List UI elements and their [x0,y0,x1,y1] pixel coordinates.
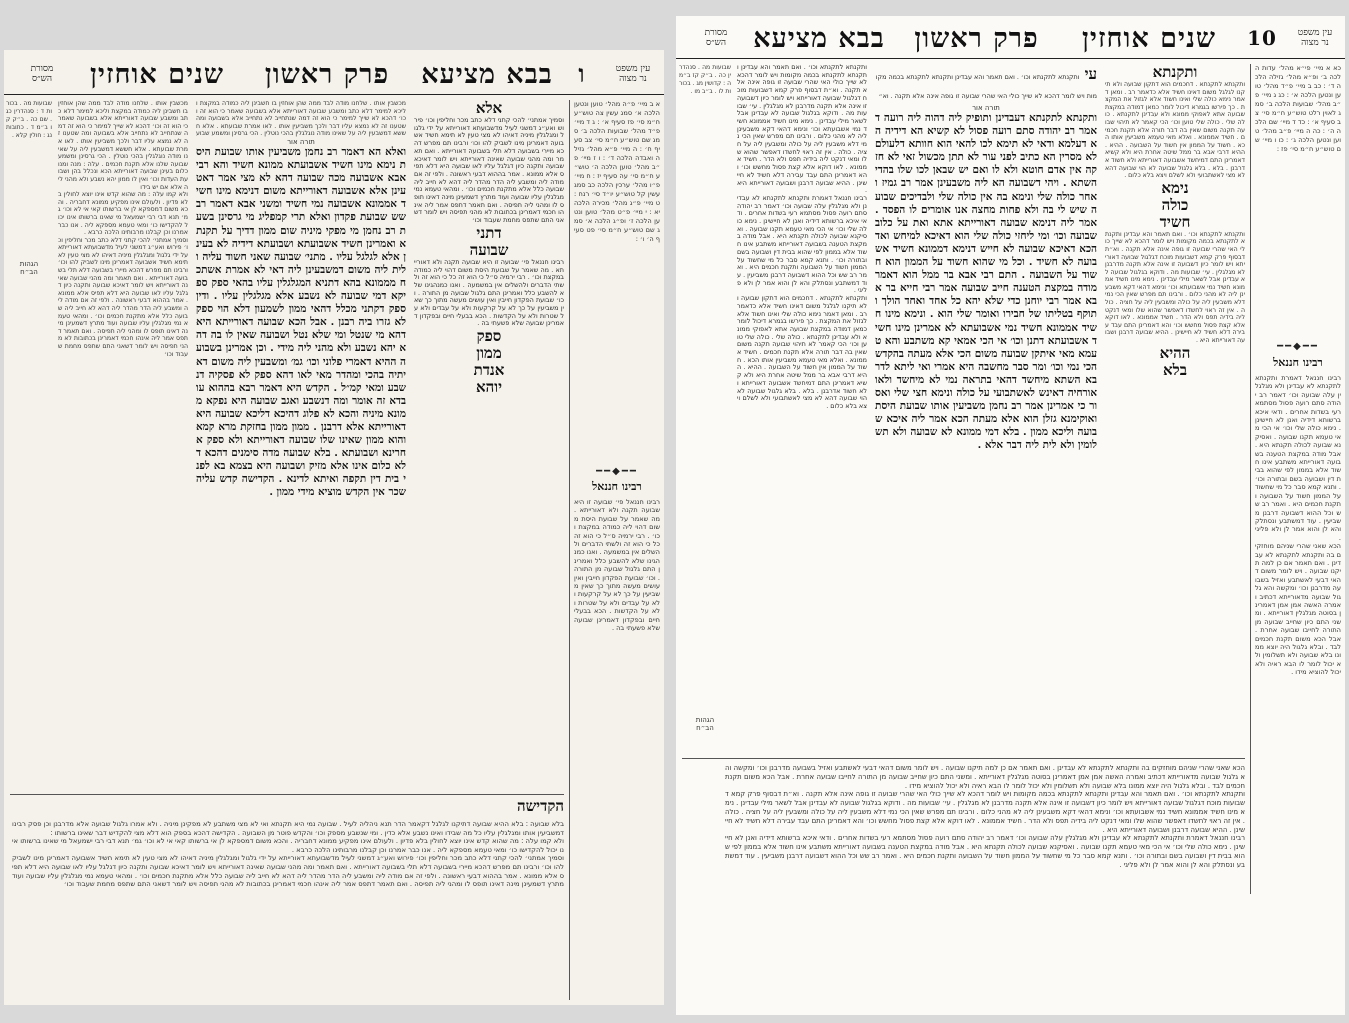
column-divider [569,100,570,1000]
header-rule [676,58,1345,59]
mesoret-column [679,64,731,894]
bigword-yoha: יוהא [475,378,503,397]
tosafot-column [737,64,867,754]
gemara-top-rashi [196,100,406,138]
bigword-safek: ספק [476,327,502,346]
rashi-text: ותקנתא לתקנתא . דחכמים הוא דתקון שבועה ולא תיקנו לגלגל משום דאינו חשיד אלא כדאמר רב . ומאן דאמר נימא כולה שלי ואינו חשוד אלא לגזול את המקצת . כך פירשו בגמרא דיכול לומר כמאן דמודה במקצת שבועה אתא לאפוקי ממונא ולא עבדינן לתקנתא . כולה שלי . כולה שלי טוען וכו׳ הכי קאמר לא תיהוי שבועה תקנה משום שאין בה דבר תורה אלא תקנת חכמים . חשיד אממונא . ואלא מאי טעמא משביעין אותו הכא . חשוד על הממון אין חשוד על השבועה . ההיא . ההיא דרבי אבא בר ממל שיטה אחרת היא ולא קשיא דאמרינן התם דמיחשד אשבועה דאורייתא ולא חשוד אדרבנן . בלא . בלא גלגול שבועה לא הוי שבועה דהא לא מצי לאשתבועי ולא לשלם ויצא בלא כלום . [1105,81,1245,180]
mesoret-label: מסורת הש״ס [704,28,728,48]
bigword-dtani: דתני [476,223,502,242]
hagahot-label: הגהות הב״ח [695,716,715,732]
bottom-commentary [725,764,1245,1004]
perek-title: פרק ראשון [914,22,1039,54]
ein-mishpat-text: כא א מיי׳ פי״א מהל׳ עדות הלכה ב׳ ופ״א מהל׳ גזילה הלכה ד׳ : כב ב מיי׳ פ״ד מהל׳ טוען ונטען הלכה א׳ : כג ג מיי׳ פ״ב מהל׳ שבועות הלכה ב׳ סמג לאוין רלט טוש״ע ח״מ סי׳ צב סעיף א׳ : כד ד מיי׳ שם הלכה ה׳ : כה ה מיי׳ פ״ב מהל׳ טוען ונטען הלכה ג׳ : כו ו מיי׳ שם טוש״ע ח״מ סי׳ פז : [1255,64,1341,153]
rashi-column [58,100,188,790]
gemara-top-tosafot [875,64,1097,104]
perek-title: פרק ראשון [264,58,390,90]
column-divider [1250,64,1251,894]
left-page-header [4,56,664,92]
rabbenu-chananel-text-continued: הכא שאני שהרי שניהם מוחזקים בה ותקנתא לתקנתא לא עבדינן . ואם תאמר אם כן למה תיקנו שבועה . ויש לומר משום דהאי דבעי לאשתבע ואזיל בשבועה מדרבנן וכו׳ ומקשה והא גלגול שבועה מדאורייתא דכתיב ואמרה האשה אמן אמן דאמרינן בסוטה מגלגלין דאורייתא . ומשני התם כיון שחייב שבועה מן התורה לחייבו שבועה אחרת . אבל הכא משום תקנת חכמים לבד . ובלא גלגול היה יוצא ממונו בלא שבועה ולא תשלומין ולא יכול לומר לו הבא ראיה ולא יכול להוציא מידו . [1255,542,1341,677]
gemara-text: ותקנתא לתקנתא דעבדינן ותופיק ליה דהוה ליה רועה דאמר רב יהודה סתם רועה פסול לא קשיא הא דידיה הא דעלמא ודאי לא תימא לכו להאי הוא חוותא דלעולם לא מסרין הא כתיב לפני עור לא תתן מכשול זאי לא חזקה אין אדם חוטא ולא לו ואם יש שבאן לכו שלו בהדי השתא . ויהי דשבועה הא ליה משבעינן אמר רב גמיז ואחר כולה שלי ונימא בה אין כולה שלי ולבדיכים שבועה שיש לי בה ולא פחות מחצה אנו אומרים לו הפסד . אמר ליה דנימא שבועה דאורייתא אתא ואת על כלוב שבועה וכו׳ ומי ליחזי כולה שלי הוא דאיכא למיחש ואדהכא דאיכא שבועה לא חייש דנימא דממונא חשיד אשבועה לא חשיד . וכל מי שהוא חשוד על הממון הוא חשוד על השבועה . התם רבי אבא בר ממל הוא דאמר מודה במקצת הטענה חייב שבועה אמר רבי חייא בר אבא אמר רבי יוחנן כדי שלא יהא כל אחד ואחד הולך ותוקף בטליתו של חבירו ואומר שלי הוא . ונימא מינו חשיד אממונא חשיד נמי אשבועתא לא אמרינן מינו חשיד אשבועתא דתנן וכו׳ אי הכי אמאי קא משתבע והא טעמא מאי איתקן שבועה משום הכי אלא מעתה בהקדש הכי נמי וכו׳ ומר סבר מחשבה היא אמרי ואי ליתא לדרבא השתא מיחשד דהאי בתראה נמי לא מיחשד ולאו אורחיה דאינש לאשתבועי על כולה ונימא חצי שלי ואסור כי אמרינן אמר רב נחמן משביעין אותו שבועת היסת ואוקימנא גזלן הוא אלא מעתה הכא אמר ליה איכא שבועה וליכא ממון . בלא דמי ממונא לא שבועה ולא תשלומין ולא לית ליה דבר אלא . [875,112,1097,452]
bigword-ala: אלא [475,100,503,117]
bigword-shevua: שבועה [469,240,509,259]
bigword-egeret: אנדת [473,361,505,380]
bigword-chashid: חשיד [1159,212,1191,231]
tosafot-top-text: ותקנתא לתקנתא וכו׳ . ואם תאמר והא עבדינן ותקנתא לתקנתא בכמה מקומות ויש לומר דהכא לא שייך כולי האי שהרי שבועה זו גופה אינה אלא תקנה . וא״ [875,73,1097,100]
bigword-nima: נימא [1161,178,1189,197]
daf-number: ו [578,59,586,88]
tosafot-column [414,100,564,790]
bottom-commentary-text-3: וסמיך אמתני׳ להכי קתני דלא כתב מכר וחליפין וכו׳ פירוש ואע״ג דמשני לעיל מדשבועתא דאורייתא על ידי גלגול ומגלגלין מיניה דאיהו לא מצי טעין לא תימא חשיד אשבועה דאמרינן מינו לשביק להו וכו׳ ורבינו תם מפרש דהכא מיירי בשבועה דלא תלי בשבועה דאורייתא . ואם תאמר ומה מהני שבועה שאינה דאורייתא ויש לומר דאיכא שבועה ותקנה כיון דגלגל עליו לאו שבועה היא דלא תפיס אלא ממונא . אמר בההוא דבעי ראשונה . ולפי זה אם מודה ליה ומשבע ליה הדר מהדר ליה דהא לא חייב ליה שבועה כלל אלא מתקנת חכמים וכו׳ . ומהאי טעמא נמי מגלגלין עליו שבועה ועוד מתרץ דשמעינן מינה דאינו תופס לו ומהני ליה תפיסה . ואם תאמר דתפס אמר ליה אינהו חכמי דאמרינן בכתובות לא מהני תפיסה ויש לומר דשאני התם שתפס מחמת שעבוד וכו׳ [12,854,564,889]
rashi-column [1105,64,1245,754]
bigword-hahi: ההיא [1159,343,1191,362]
bottom-commentary [12,820,564,1000]
gemara-text: ואלא הא דאמר רב נחמן משביעין אותו שבועת היסת נימא מינו חשיד אשבועתא ממונא חשיד והא רבי אבא אשבועה מכה שבועה דהא לא מצי אמר דאטעינן אלא אשבועה דאורייתא משום דנימא מינו חשיד אממונא אשבועה נמי חשיד ומשני אבא דאמר רב שש שבועת פקדון ואלא תרי קמפליג מי גרסינן בשעת רב נחמן מי מפקי מיניה שום ממון דדיך על תקנתא ואמרינן חשיד אשבועתא ושבועתא דידיה לא בעינן אלא לגלגל עליו . מתני׳ שבועה שאני חשוד עליה ולית ליה משום דמשבעינן ליה דאי לא אמרת אשתכח מממונא בהא דתניא המגלגלין עליו בהאי ספק ספיקא דמי שבועה לא נשבע אלא מגלגלין עליו . ודין ספק דקתני מכלל דהאי ממון לשמעון דלא הוי ספק לא גזרו ביה רבנן . אבל הכא שבועה דאורייתא היא דהא מי שנטל ומי שלא נטל ושבועה שאין לו בה דהא יהא נשבע ולא מהני ליה מידי . וכן אמרינן בשבועה ההיא דאמרי פלוני וכו׳ גמ׳ ומשבעין ליה משום דאיתיה בהכי ומהדר מאי לאו דהא ספק לא פסקיה דנשבע ומאי קמ״ל . הקדש היא דאמר רבא בההוא עובדא זה אומר ומה דנשבע ואגב שבועה היא נפקא ממונא מיניה והכא לא פלוג דהיכא דליכא שבועה היא דאורייתא אלא דרבנן . ממון ממון בחזקת מרא קמא והוא ממון שאינו שלו שבועה דאורייתא ולא ספק אחרינא ושבועתא . בלא שבועה מדה סימנים דהכא דלא כלום אינו אלא מזיק ושבועה היא בצמא בא לפני בית דין תקפה ואיתא לדינא . הקדישה קדש עליה שכר אין הקדש מוציא מידי ממון . [196,146,406,499]
rashi-text-continued: ולא קמו עלה : מה שהוא קדש אינו יוצא לחולין בלא פדיון . ולעולם אינו מפקיע ממונא דחבריה . והכא משום דמספקא לן אי ברשותו קאי אי לא וכו׳ גמ׳ תנא דבי רבי ישמעאל מי שאינו ברשותו אינו יכול להקדישו כו׳ ומאי טעמא מספקא ליה . אנו כבר אמרנו וכן קבלנו מרבותינו הלכה כרבא . [58,191,188,237]
right-page [676,16,1345,1015]
tosafot-text: ותקנתא לתקנתא וכו׳ . ואם תאמר והא עבדינן ותקנתא לתקנתא בכמה מקומות ויש לומר דהכא לא שייך כולי האי שהרי שבועה זו גופה אינה אלא תקנה . וא״ת דבסוף פרק קמא דשבועות מוכח דגלגול שבועה דאורייתא ויש לומר כיון דשבועה זו אינה אלא תקנה מדרבנן לא מגלגלין . עי׳ שבועות מה . ודוקא בגלגול שבועה לא עבדינן אבל לשאר מילי עבדינן . נימא מינו חשיד אממונא חשיד נמי אשבועתא וכו׳ ונימא דהאי דקא משבעינן ליה לא מהני כלום . ורבינו תם מפרש שאין הכי נמי דלא משבעין ליה על כולה ומשבעין ליה על חציה . כולה . אין זה ראוי לחשדו דאפשר שהוא שלו ומאי דנקט ליה בידיה תפס ולא הדר . חשיד אממונא . לאו דוקא אלא קצת פסול מחשש וכו׳ והא דאמרינן התם עבד עבירה דלא חשיד לא חיישינן . ההיא שבועה דרבנן ושבועה דאורייתא היא . [737,64,867,195]
tosafot-text-continued: רבינו חננאל דאמרת ותקנתא לתקנתא לא עבדינן ולא מגלגלין עלה שבועה וכו׳ דאמר רב יהודה סתם רועה פסול מסתמא רעי בשדות אחרים . ודאי איכא ברשותא דידיה ואנן לא חיישינן . נימא כולה שלי וכו׳ אי הכי מאי טעמא תקנו שבועה . ואסיקנא שבועה לכולה תקנתא היא . אבל מודה במקצת הטענה בשבועה דאורייתא משתבע אינו חשוד אלא בממון לפי שהוא בבית דין ושבועה בשם ובתורה וכו׳ . ותנא קמא סבר כל מי שחשוד על הממון חשוד על השבועה ותקנת חכמים היא . ואמר רב שש וכל ההוא דשבועה דרבנן משביעין . עוד דמשתבע ונסתלק והא לן והוא אמר לן ולא פליגי . [737,193,867,295]
ornament-divider: ━━◆━━ [596,466,638,477]
bottom-commentary-text-2: ותקנתא לתקנתא וכו׳ . ואם תאמר והא עבדינן ותקנתא לתקנתא בכמה מקומות ויש לומר דהכא לא שייך כולי האי שהרי שבועה זו גופה אינה אלא תקנה . וא״ת דבסוף פרק קמא דשבועות מוכח דגלגול שבועה דאורייתא ויש לומר כיון דשבועה זו אינה אלא תקנה מדרבנן לא מגלגלין . עי׳ שבועות מה . ודוקא בגלגול שבועה לא עבדינן אבל לשאר מילי עבדינן . נימא מינו חשיד אממונא חשיד נמי אשבועתא וכו׳ ונימא דהאי דקא משבעינן ליה לא מהני כלום . ורבינו תם מפרש שאין הכי נמי דלא משבעין ליה על כולה ומשבעין ליה על חציה . כולה . אין זה ראוי לחשדו דאפשר שהוא שלו ומאי דנקט ליה בידיה תפס ולא הדר . חשיד אממונא . לאו דוקא אלא קצת פסול מחשש וכו׳ והא דאמרינן התם עבד עבירה דלא חשיד לא חיישינן . ההיא שבועה דרבנן ושבועה דאורייתא היא . [725,790,1245,834]
rashi-top-text: מכשבין אותו . שלחנו מודה לבד ממה שהן אוחזין בו חשבינן ליה כמודה במקצת וליכא למימר דלא כתב ומשבע שבועה דאורייתא אלא בשבועה שאמר כי הוא זה וכו׳ דהכא לא שייך למימר כי הוא זה דמה שנתחייב לא נתחייב אלא בשבועה ומה שטענו זה לא נמצא עליו דבר ולכך משביעין אותו . לאו אמרת שבועתא . אלא חששא דמשבעין ליה על שאינו מודה נוגלגלין בהכי נוטלין . הכי גרסינן ומשמע שבוע [196,100,406,138]
bigword-mamon: ממון [476,344,502,363]
mesoret-label: מסורת הש״ס [30,64,54,84]
rashi-text: מכשבין אותו . שלחנו מודה לבד ממה שהן אוחזין בו חשבינן ליה כמודה במקצת וליכא למימר דלא כתב ומשבע שבועה דאורייתא אלא בשבועה שאמר כי הוא זה וכו׳ דהכא לא שייך למימר כי הוא זה דמה שנתחייב לא נתחייב אלא בשבועה ומה שטענו זה לא נמצא עליו דבר ולכך משביעין אותו . לאו אמרת שבועתא . אלא חששא דמשבעין ליה על שאינו מודה נוגלגלין בהכי נוטלין . הכי גרסינן ומשמע שבועה שלנו אלא תקנת חכמים . עלה : מנה ומנו כלום בעינן שבועה דאורייתא הכא ונכלל בהן ושבועת העדות וכו׳ ואין לו ממון יהא נשבע ולא מהני ליה אלא אם יש בידו [58,100,188,191]
bigword-vetakanta: ותקנתא [1152,64,1198,81]
perek-name: שנים אוחזין [1082,22,1216,54]
bottom-commentary-text-2: ולא קמו עלה : מה שהוא קדש אינו יוצא לחולין בלא פדיון . ולעולם אינו מפקיע ממונא דחבריה . והכא משום דמספקא לן אי ברשותו קאי אי לא וכו׳ גמ׳ תנא דבי רבי ישמעאל מי שאינו ברשותו אינו יכול להקדישו כו׳ ומאי טעמא מספקא ליה . אנו כבר אמרנו וכן קבלנו מרבותינו הלכה כרבא . [12,837,564,854]
left-page [4,50,664,1005]
ein-mishpat-column [1255,64,1341,334]
bottom-commentary-text: הכא שאני שהרי שניהם מוחזקים בה ותקנתא לתקנתא לא עבדינן . ואם תאמר אם כן למה תיקנו שבועה . ויש לומר משום דהאי דבעי לאשתבע ואזיל בשבועה מדרבנן וכו׳ ומקשה והא גלגול שבועה מדאורייתא דכתיב ואמרה האשה אמן אמן דאמרינן בסוטה מגלגלין דאורייתא . ומשני התם כיון שחייב שבועה מן התורה לחייבו שבועה אחרת . אבל הכא משום תקנת חכמים לבד . ובלא גלגול היה יוצא ממונו בלא שבועה ולא תשלומין ולא יכול לומר לו הבא ראיה ולא יכול להוציא מידו . [725,764,1245,790]
ein-mishpat-column [574,100,660,460]
ein-mishpat-label: עין משפט נר מצוה [1297,28,1333,48]
rabbenu-chananel-text: רבינו חננאל פי׳ שבועה זו היא שבועה תקנה ולא דאורייתא . מה שאמר על שבועת היסת משום דהוי ליה כמודה במקצת וכו׳ . רבי ירמיה ס״ל כי הוא זה כל כי הוא זה ולשתי הדברים ולהשלים אין במשמעה . ואנו כמנהגינו שלא להשבע כלל ואמרינן התם גלגול שבועה מן התורה . וכו׳ שבועת הפקדון חייבין ואין עושים מעשה מתוך כך שאין משביעין על כך לא על קרקעות ולא על עבדים ולא על שטרות ולא על הקדשות . הכא בבעלי חיים ובפקדון דאמרינן שבועה שלא פשעתי בה . [574,498,660,633]
mesoret-column [6,100,52,790]
bigword-kula: כולה [1161,195,1189,214]
bottom-commentary-text-3: רבינו חננאל דאמרת ותקנתא לתקנתא לא עבדינן ולא מגלגלין עלה שבועה וכו׳ דאמר רב יהודה סתם רועה פסול מסתמא רעי בשדות אחרים . ודאי איכא ברשותא דידיה ואנן לא חיישינן . נימא כולה שלי וכו׳ אי הכי מאי טעמא תקנו שבועה . ואסיקנא שבועה לכולה תקנתא היא . אבל מודה במקצת הטענה בשבועה דאורייתא משתבע אינו חשוד אלא בממון לפי שהוא בבית דין ושבועה בשם ובתורה וכו׳ . ותנא קמא סבר כל מי שחשוד על הממון חשוד על השבועה ותקנת חכמים היא . ואמר רב שש וכל ההוא דשבועה דרבנן משביעין . עוד דמשתבע ונסתלק והא לן והוא אמר לן ולא פליגי . [725,834,1245,869]
torah-or-label: תורה אור [287,138,315,146]
ein-mishpat-text: א ב מיי׳ פ״ה מהל׳ טוען ונטען הלכה א׳ סמג עשין צה טוש״ע ח״מ סי׳ פז סעיף א׳ : ג ד מיי׳ פ״ד מהל׳ שבועות הלכה ב׳ סמג שם טוש״ע ח״מ סי׳ צב סעיף ח׳ : ה מיי׳ פ״א מהל׳ גזילה ואבדה הלכה ד׳ : ו ז מיי׳ פ״ב מהל׳ טוען הלכה ה׳ טוש״ע ח״מ סי׳ עה סעיף יז : ח מיי׳ פ״ו מהל׳ ערכין הלכה כב סמג עשין קל טוש״ע יו״ד סי׳ רנח : ט מיי׳ פ״ג מהל׳ מכירה הלכה יא : י מיי׳ פ״ט מהל׳ טוען ונטען הלכה ז׳ ופ״ג הלכה א׳ סמג שם טוש״ע ח״מ סי׳ פט סעיף ה׳ ו׳ : [574,100,660,243]
header-rule [4,94,664,95]
mesoret-text: שבועות מה . בכורות ד : סנהדרין כג . שם כה . ב״ק קו ב״מ ד . כתובות נג : חולין קלא . [6,100,52,139]
page-number: 10 [1247,26,1277,50]
rabbenu-heading: רבינו חננאל [1273,356,1323,369]
bottom-divider [682,758,1245,759]
ein-mishpat-label: עין משפט נר מצוה [615,64,651,84]
mesoret-text: שבועות מה . סנהדרין כה . ב״ק קז ב״מ ה : קדושין מג . בכורות לו . ב״ב מו . [679,64,731,95]
tosafot-text-continued: רבינו חננאל פי׳ שבועה זו היא שבועה תקנה ולא דאורייתא . מה שאמר על שבועת היסת משום דהוי ליה כמודה במקצת וכו׳ . רבי ירמיה ס״ל כי הוא זה כל כי הוא זה ולשתי הדברים ולהשלים אין במשמעה . ואנו כמנהגינו שלא להשבע כלל ואמרינן התם גלגול שבועה מן התורה . וכו׳ שבועת הפקדון חייבין ואין עושים מעשה מתוך כך שאין משביעין על כך לא על קרקעות ולא על עבדים ולא על שטרות ולא על הקדשות . הכא בבעלי חיים ובפקדון דאמרינן שבועה שלא פשעתי בה . [414,257,564,328]
bigword-bela: בלא [1163,360,1187,379]
rabbenu-chananel-text: רבינו חננאל דאמרת ותקנתא לתקנתא לא עבדינן ולא מגלגלין עלה שבועה וכו׳ דאמר רב יהודה סתם רועה פסול מסתמא רעי בשדות אחרים . ודאי איכא ברשותא דידיה ואנן לא חיישינן . נימא כולה שלי וכו׳ אי הכי מאי טעמא תקנו שבועה . ואסיקנא שבועה לכולה תקנתא היא . אבל מודה במקצת הטענה בשבועה דאורייתא משתבע אינו חשוד אלא בממון לפי שהוא בבית דין ושבועה בשם ובתורה וכו׳ . ותנא קמא סבר כל מי שחשוד על הממון חשוד על השבועה ותקנת חכמים היא . ואמר רב שש וכל ההוא דשבועה דרבנן משביעין . עוד דמשתבע ונסתלק והא לן והוא אמר לן ולא פליגי . [1255,374,1341,542]
rabbenu-heading: רבינו חננאל [592,480,642,493]
right-page-header [676,20,1345,56]
rashi-text-continued: ותקנתא לתקנתא וכו׳ . ואם תאמר והא עבדינן ותקנתא לתקנתא בכמה מקומות ויש לומר דהכא לא שייך כולי האי שהרי שבועה זו גופה אינה אלא תקנה . וא״ת דבסוף פרק קמא דשבועות מוכח דגלגול שבועה דאורייתא ויש לומר כיון דשבועה זו אינה אלא תקנה מדרבנן לא מגלגלין . עי׳ שבועות מה . ודוקא בגלגול שבועה לא עבדינן אבל לשאר מילי עבדינן . נימא מינו חשיד אממונא חשיד נמי אשבועתא וכו׳ ונימא דהאי דקא משבעינן ליה לא מהני כלום . ורבינו תם מפרש שאין הכי נמי דלא משבעין ליה על כולה ומשבעין ליה על חציה . כולה . אין זה ראוי לחשדו דאפשר שהוא שלו ומאי דנקט ליה בידיה תפס ולא הדר . חשיד אממונא . לאו דוקא אלא קצת פסול מחשש וכו׳ והא דאמרינן התם עבד עבירה דלא חשיד לא חיישינן . ההיא שבועה דרבנן ושבועה דאורייתא היא . [1105,230,1245,345]
tosafot-text-extra: ותקנתא לתקנתא . דחכמים הוא דתקון שבועה ולא תיקנו לגלגל משום דאינו חשיד אלא כדאמר רב . ומאן דאמר נימא כולה שלי ואינו חשוד אלא לגזול את המקצת . כך פירשו בגמרא דיכול לומר כמאן דמודה במקצת שבועה אתא לאפוקי ממונא ולא עבדינן לתקנתא . כולה שלי . כולה שלי טוען וכו׳ הכי קאמר לא תיהוי שבועה תקנה משום שאין בה דבר תורה אלא תקנת חכמים . חשיד אממונא . ואלא מאי טעמא משביעין אותו הכא . חשוד על הממון אין חשוד על השבועה . ההיא . ההיא דרבי אבא בר ממל שיטה אחרת היא ולא קשיא דאמרינן התם דמיחשד אשבועה דאורייתא ולא חשוד אדרבנן . בלא . בלא גלגול שבועה לא הוי שבועה דהא לא מצי לאשתבועי ולא לשלם ויצא בלא כלום . [737,294,867,410]
perek-name: שנים אוחזין [90,58,224,90]
bigword-ei: עי [1084,65,1097,83]
rashi-text-extra: וסמיך אמתני׳ להכי קתני דלא כתב מכר וחליפין וכו׳ פירוש ואע״ג דמשני לעיל מדשבועתא דאורייתא על ידי גלגול ומגלגלין מיניה דאיהו לא מצי טעין לא תימא חשיד אשבועה דאמרינן מינו לשביק להו וכו׳ ורבינו תם מפרש דהכא מיירי בשבועה דלא תלי בשבועה דאורייתא . ואם תאמר ומה מהני שבועה שאינה דאורייתא ויש לומר דאיכא שבועה ותקנה כיון דגלגל עליו לאו שבועה היא דלא תפיס אלא ממונא . אמר בההוא דבעי ראשונה . ולפי זה אם מודה ליה ומשבע ליה הדר מהדר ליה דהא לא חייב ליה שבועה כלל אלא מתקנת חכמים וכו׳ . ומהאי טעמא נמי מגלגלין עליו שבועה ועוד מתרץ דשמעינן מינה דאינו תופס לו ומהני ליה תפיסה . ואם תאמר דתפס אמר ליה אינהו חכמי דאמרינן בכתובות לא מהני תפיסה ויש לומר דשאני התם שתפס מחמת שעבוד וכו׳ [58,236,188,358]
gemara-main-column [875,104,1097,754]
masechet-title: בבא מציעא [753,22,885,54]
hagahot-label: הגהות הב״ח [19,260,39,276]
bottom-commentary-text: בלא שבועה : בלא ההיא שבועה דתיקנו לגלגל דקאמר הדר תנא ניהליה לעיל . שבועה נמי היא תקנתא ואי לא מצי משתבע לא מפקינן מיניה . ולא אמרו גלגול שבועה אלא מדרבנן וכן פסק רבינו דמשביעין אותו ומגלגלין עליו כל מה שבידו ואינו נשבע אלא כדין . ומי שנשבע מספק וכו׳ והקדש פוטר מן השבועה . הקדישה דהכא בספק הוא דלא מצי להקדיש דבר שאינו ברשותו : [12,820,564,837]
gemara-main-column [196,138,406,778]
tosafot-text: וסמיך אמתני׳ להכי קתני דלא כתב מכר וחליפין וכו׳ פירוש ואע״ג דמשני לעיל מדשבועתא דאורייתא על ידי גלגול ומגלגלין מיניה דאיהו לא מצי טעין לא תימא חשיד אשבועה דאמרינן מינו לשביק להו וכו׳ ורבינו תם מפרש דהכא מיירי בשבועה דלא תלי בשבועה דאורייתא . ואם תאמר ומה מהני שבועה שאינה דאורייתא ויש לומר דאיכא שבועה ותקנה כיון דגלגל עליו לאו שבועה היא דלא תפיס אלא ממונא . אמר בההוא דבעי ראשונה . ולפי זה אם מודה ליה ומשבע ליה הדר מהדר ליה דהא לא חייב ליה שבועה כלל אלא מתקנת חכמים וכו׳ . ומהאי טעמא נמי מגלגלין עליו שבועה ועוד מתרץ דשמעינן מינה דאינו תופס לו ומהני ליה תפיסה . ואם תאמר דתפס אמר ליה אינהו חכמי דאמרינן בכתובות לא מהני תפיסה ויש לומר דשאני התם שתפס מחמת שעבוד וכו׳ [414,116,564,225]
rabbenu-chananel-column [1255,374,1341,894]
bottom-divider [10,794,564,795]
bigword-hakdisha: הקדישה [516,798,564,815]
ornament-divider: ━━◆━━ [1277,341,1319,352]
masechet-title: בבא מציעא [421,58,553,90]
torah-or-label: תורה אור [972,104,1000,112]
rabbenu-chananel-column [574,498,660,998]
